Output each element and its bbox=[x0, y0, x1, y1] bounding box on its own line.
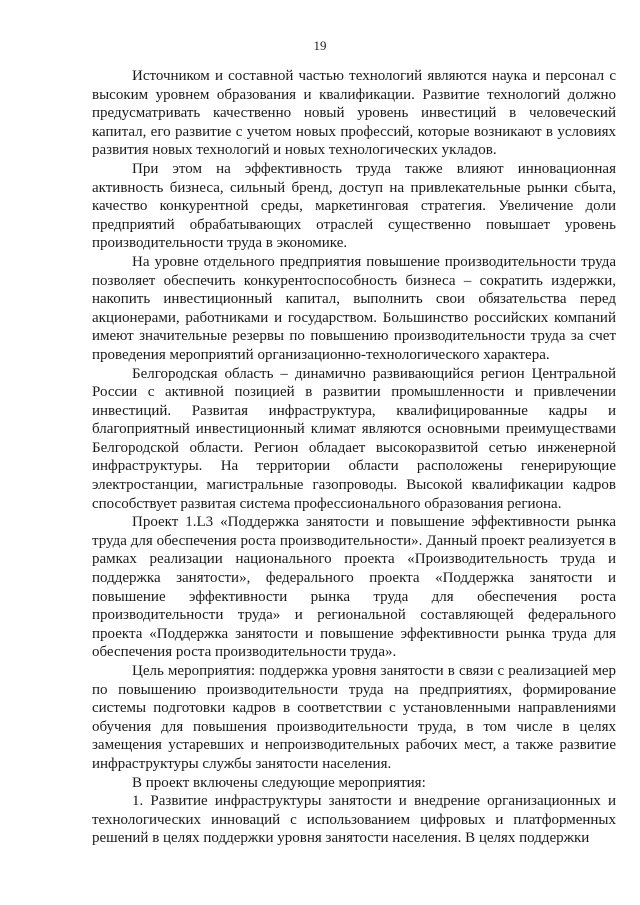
document-body bbox=[92, 67, 616, 848]
paragraph-measure-1: 1. Развитие инфраструктуры занятости и внедрение организационных и технологических инноваций с использованием цифровых и платформенных решений в целях поддержки уровня занятости населения. В целях поддержки bbox=[92, 793, 616, 847]
paragraph-labor-efficiency: При этом на эффективность труда также влияют инновационная активность бизнеса, сильный бренд, доступ на привлекательные рынки сбыта, качество конкурентной среды, маркетинговая стратегия. Увеличение доли предприятий обрабатывающих отраслей существенно повышает уровень производительности труда в экономике. bbox=[92, 160, 616, 252]
page-number: 19 bbox=[313, 38, 327, 53]
paragraph-project-goal: Цель мероприятия: поддержка уровня занятости в связи с реализацией мер по повышению производительности труда на предприятиях, формирование системы подготовки кадров в соответствии с установленными направлениями обучения для повышения производительности труда, в том числе в целях замещения устаревших и непроизводительных рабочих мест, а также развитие инфраструктуры службы занятости населения. bbox=[92, 663, 616, 772]
paragraph-measures-intro: В проект включены следующие мероприятия: bbox=[132, 774, 426, 791]
paragraph-project-description: Проект 1.L3 «Поддержка занятости и повышение эффективности рынка труда для обеспечения роста производительности». Данный проект реализуется в рамках реализации национального проекта «Производительность труда и поддержка занятости», федерального проекта «Поддержка занятости и повышение эффективности рынка труда для обеспечения роста производительности труда» и региональной составляющей федерального проекта «Поддержка занятости и повышение эффективности рынка труда для обеспечения роста производительности труда». bbox=[92, 514, 616, 661]
paragraph-enterprise-level: На уровне отдельного предприятия повышение производительности труда позволяет обеспечить конкурентоспособность бизнеса – сократить издержки, накопить инвестиционный капитал, выполнить свои обязательства перед акционерами, работниками и государством. Большинство российских компаний имеют значительные резервы по повышению производительности труда за счет проведения мероприятий организационно-технологического характера. bbox=[92, 253, 616, 363]
paragraph-technology-sources: Источником и составной частью технологий являются наука и персонал с высоким уровнем образования и квалификации. Развитие технологий должно предусматривать качественно новый уровень инвестиций в человеческий капитал, его развитие с учетом новых профессий, которые возникают в условиях развития новых технологий и новых технологических укладов. bbox=[92, 68, 616, 159]
paragraph-belgorod-region: Белгородская область – динамично развивающийся регион Центральной России с активной позицией в развитии промышленности и привлечении инвестиций. Развитая инфраструктура, квалифицированные кадры и благоприятный инвестиционный климат являются основными преимуществами Белгородской области. Регион обладает высокоразвитой сетью инженерной инфраструктуры. На территории области расположены генерирующие электростанции, магистральные газопроводы. Высокой квалификации кадров способствует развитая система профессионального образования региона. bbox=[92, 365, 616, 512]
